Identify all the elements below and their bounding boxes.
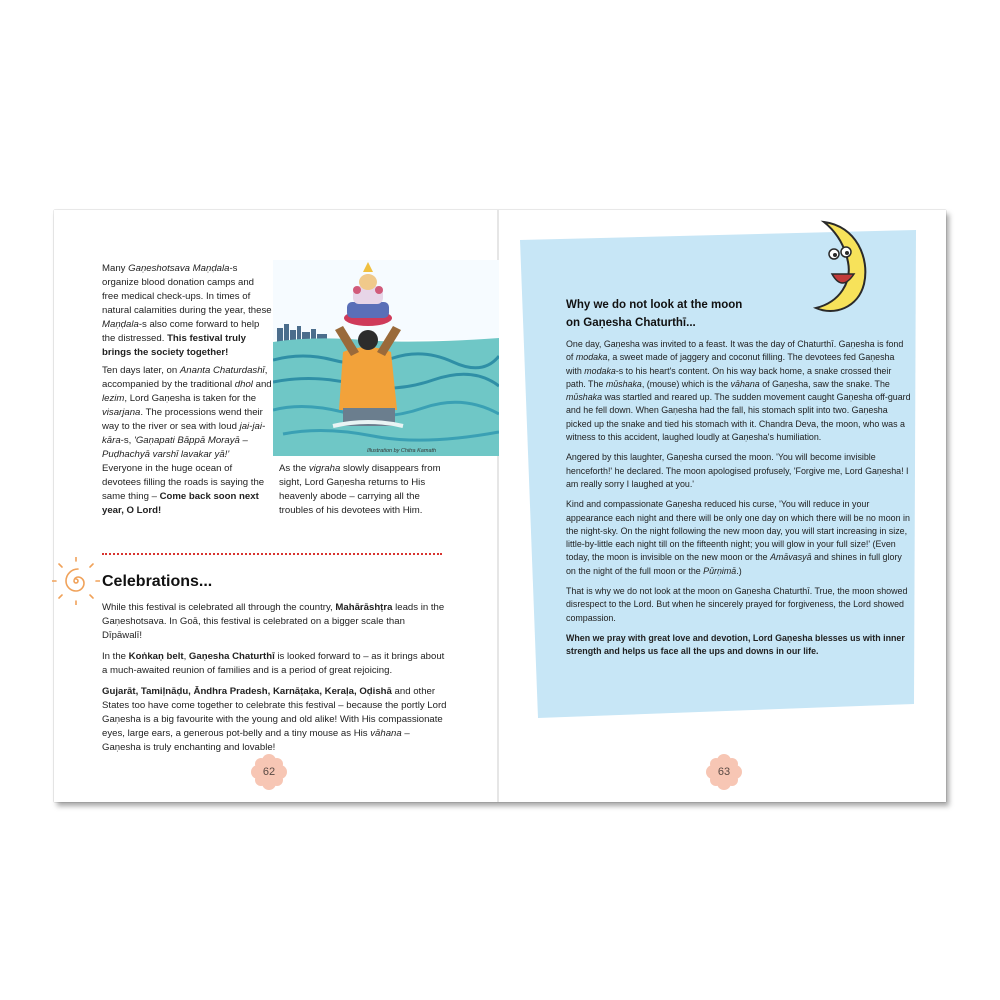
text-segment: Come back soon next year, O Lord! (102, 491, 259, 516)
text-segment: is looked forward to – as it brings about a much-awaited reunion of families and is a period of great rejoicing. (102, 651, 445, 676)
text-segment: dhol (234, 379, 253, 390)
text-segment: Kind and compassionate Gaṇesha reduced his curse, 'You will reduce in your appearance each night and there will be only one day on which there will be no moon in the night-sky. On the night following the new moon day, you will start increasing in size, little-by-little each night till on the fifteenth night; you will glow in your full size!' (Even today, the moon is invisible on the new moon or the (566, 499, 910, 563)
text-segment: -s, (120, 435, 134, 446)
text-segment: Maṇḍala (102, 319, 139, 330)
text-segment: Koṅkaṇ belt (128, 651, 184, 662)
text-segment: 'Gaṇapati Bāppā Morayā – Puḍhachyā varshī lavakar yā!' (102, 435, 248, 460)
illustration-credit: Illustration by Chitra Kamath (367, 448, 437, 454)
page-number-badge-left (250, 753, 288, 791)
text-segment: . The processions wend their way to the river or sea with loud (102, 407, 263, 432)
text-segment: jai-jai-kāra (102, 421, 266, 446)
text-segment: visarjana (102, 407, 141, 418)
ganesha-visarjana-illustration (273, 260, 499, 456)
story-moral (566, 632, 912, 659)
procession-paragraph (102, 364, 272, 518)
celebrations-paragraph (102, 650, 447, 678)
text-segment: .) (736, 565, 742, 576)
story-paragraph (566, 338, 912, 444)
text-segment: mūshaka (605, 378, 642, 389)
text-segment: As the (279, 463, 309, 474)
text-segment: -s organize blood donation camps and free medical check-ups. In times of natural calamities during the year, these (102, 263, 272, 316)
text-segment: leads in the Gaṇeshotsava. In Goā, this festival is celebrated on a bigger scale than Dīpāwalī! (102, 602, 445, 641)
intro-paragraph (102, 262, 272, 360)
vigraha-paragraph (279, 462, 449, 518)
text-segment: In the (102, 651, 129, 662)
text-segment: slowly disappears from sight, Lord Gaṇesha returns to His heavenly abode – carrying all the troubles of his devotees with Him. (279, 463, 441, 516)
text-segment: – Gaṇesha is truly enchanting and lovable! (102, 728, 410, 753)
celebrations-body (102, 601, 447, 755)
text-segment: One day, Gaṇesha was invited to a feast. It was the day of Chaturthī. Gaṇesha is fond of (566, 339, 904, 363)
story-paragraph (566, 498, 912, 578)
text-segment: Angered by this laughter, Gaṇesha cursed the moon. 'You will become invisible henceforth!' he declared. The moon apologised profusely, 'Forgive me, Lord Gaṇesha! I am really sorry I laughed at you.' (566, 452, 909, 489)
story-title-line: Why we do not look at the moon (566, 299, 743, 311)
text-segment: Amāvasyā (770, 552, 812, 563)
story-paragraph (566, 585, 912, 625)
text-segment: , (183, 651, 189, 662)
text-segment: -s also come forward to help the distressed. (102, 319, 260, 344)
text-segment: Everyone in the huge ocean of devotees filling the roads is saying the same thing – (102, 463, 265, 502)
page-number-badge-right (705, 753, 743, 791)
text-segment: Gaṇeshotsava Maṇḍala (128, 263, 230, 274)
text-segment: , a sweet made of jaggery and coconut filling. The devotees fed Gaṇesha with (566, 352, 895, 376)
story-body (566, 338, 912, 659)
text-segment: , Lord Gaṇesha is taken for the (124, 393, 257, 404)
text-segment: Ten days later, on (102, 365, 180, 376)
text-segment: Gaṇesha Chaturthī (188, 651, 275, 662)
page-number: 63 (717, 766, 731, 778)
text-segment: was startled and reared up. The sudden movement caught Gaṇesha off-guard and he fell down. When Gaṇesha had the fall, his stomach split into two. Gaṇesha picked up the snake and tied his stomach with it. Chandra Deva, the moon, who was a witness to this accident, laughed loudly at Gaṇesha's humiliation. (566, 392, 911, 443)
text-segment: That is why we do not look at the moon on Gaṇesha Chaturthī. True, the moon showed disrespect to the Lord. But when he sincerely prayed for forgiveness, the Lord showed compassion. (566, 586, 908, 623)
text-segment: of Gaṇesha, saw the snake. The (759, 378, 890, 389)
text-segment: When we pray with great love and devotion, Lord Gaṇesha blesses us with inner strength and helps us face all the ups and downs in our life. (566, 632, 905, 657)
text-segment: and (252, 379, 272, 390)
text-segment: and other States too have come together to celebrate this festival – because the portly Lord Gaṇesha is a big favourite with the young and old alike! With His compassionate eyes, large ears, a generous pot-belly and a tiny mouse as His (102, 686, 447, 739)
page-number: 62 (262, 766, 276, 778)
story-title-line: on Gaṇesha Chaturthī... (566, 317, 696, 329)
text-segment: vāhana (370, 728, 402, 739)
text-segment: vāhana (730, 378, 760, 389)
text-segment: Mahārāshṭra (335, 602, 393, 613)
text-segment: modaka (575, 352, 608, 363)
text-segment: Ananta Chaturdashī (179, 365, 265, 376)
text-segment: and shines in full glory on the night of the full moon or the (566, 552, 902, 576)
text-segment: mūshaka (566, 392, 603, 403)
text-segment: modaka (584, 365, 616, 376)
text-segment: -s to his heart's content. On his way back home, a snake crossed their path. The (566, 365, 892, 389)
text-segment: Pūrṇimā (703, 565, 737, 576)
text-segment: While this festival is celebrated all through the country, (102, 602, 336, 613)
text-segment: Gujarāt, Tamiḷnāḍu, Āndhra Pradesh, Karnāṭaka, Keraḷa, Oḍishā (102, 686, 392, 697)
text-segment: , (mouse) which is the (641, 378, 731, 389)
text-segment: This festival truly brings the society together! (102, 333, 246, 358)
story-paragraph (566, 451, 912, 491)
text-segment: lezim (102, 393, 125, 404)
story-title (566, 296, 826, 332)
celebrations-title: Celebrations... (102, 573, 213, 590)
text-segment: , accompanied by the traditional (102, 365, 268, 390)
celebrations-paragraph (102, 685, 447, 755)
section-divider (102, 553, 442, 555)
text-segment: vigraha (308, 463, 341, 474)
celebrations-paragraph (102, 601, 447, 643)
text-segment: Many (102, 263, 129, 274)
spiral-sun-icon (52, 557, 100, 605)
